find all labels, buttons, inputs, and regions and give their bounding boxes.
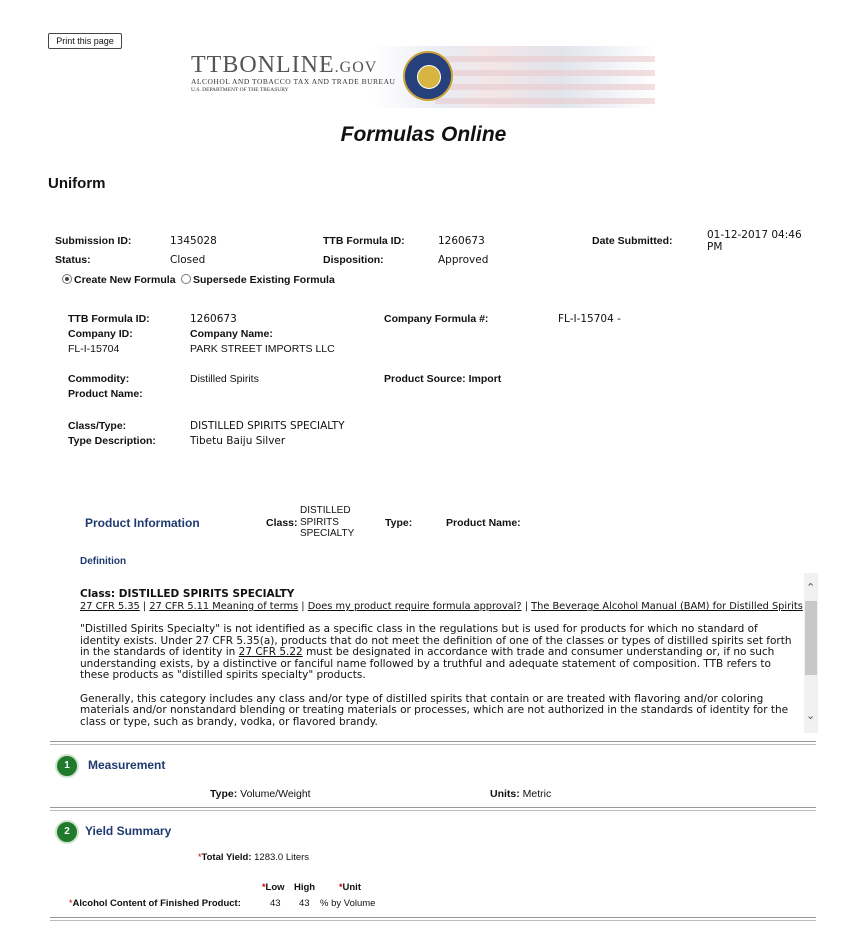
company-id-value: FL-I-15704 xyxy=(68,343,120,355)
definition-label: Definition xyxy=(80,556,127,567)
radio-checked-icon[interactable] xyxy=(62,274,72,284)
page-title: Formulas Online xyxy=(340,123,507,146)
company-name-value: PARK STREET IMPORTS LLC xyxy=(190,343,335,355)
product-type-label: Type: xyxy=(385,517,413,529)
formula-option-supersede[interactable]: Supersede Existing Formula xyxy=(181,274,335,286)
disposition-label: Disposition: xyxy=(323,254,384,266)
product-information-heading: Product Information xyxy=(85,516,200,530)
product-name-header-label: Product Name: xyxy=(446,517,521,529)
scrollbar-thumb[interactable] xyxy=(805,601,817,675)
definition-scrollbar[interactable] xyxy=(804,573,818,733)
commodity-value: Distilled Spirits xyxy=(190,373,259,385)
link-27cfr511[interactable]: 27 CFR 5.11 Meaning of terms xyxy=(149,601,299,612)
measurement-units: Units: Metric xyxy=(490,788,552,800)
ttb-logo-subtitle: ALCOHOL AND TOBACCO TAX AND TRADE BUREAU xyxy=(191,77,396,86)
ttb-online-banner xyxy=(185,46,655,108)
detail-ttb-formula-id-value: 1260673 xyxy=(190,313,237,325)
ttb-logo-text: TTBONLINE.GOV xyxy=(191,52,378,78)
low-header: *Low xyxy=(262,882,285,893)
measurement-heading: Measurement xyxy=(88,758,166,772)
definition-paragraph-2: Generally, this category includes any class and/or type of distilled spirits that contain or are treated with flavoring and/or coloring materials and/or nonstandard blending or treating materials or processes, which are not authorized in the standards of identity for the class or type, such as brandy, vodka, or flavored brandy. xyxy=(80,692,789,728)
disposition-value: Approved xyxy=(438,254,489,266)
total-yield: *Total Yield: 1283.0 Liters xyxy=(198,852,310,863)
link-formula-approval[interactable]: Does my product require formula approval? xyxy=(307,601,522,612)
status-label: Status: xyxy=(55,254,91,266)
company-formula-label: Company Formula #: xyxy=(384,313,489,325)
definition-paragraph-1: "Distilled Spirits Specialty" is not identified as a specific class in the regulations but is used for products for which no standard of identity exists. Under 27 CFR 5.35(a), products that do not meet the definition of one of the classes or types of distilled spirits set forth in the standards of identity in 27 CFR 5.22 must be designated in accordance with trade and consumer understanding or, if no such understanding exists, by a distinctive or fanciful name followed by a truthful and adequate statement of composition. TTB refers to these products as "distilled spirits specialty" products. xyxy=(80,623,792,681)
high-header: High xyxy=(294,882,316,893)
scroll-down-icon[interactable]: ⌄ xyxy=(806,710,816,722)
submission-id-label: Submission ID: xyxy=(55,235,132,247)
radio-unchecked-icon[interactable] xyxy=(181,274,191,284)
class-type-value: DISTILLED SPIRITS SPECIALTY xyxy=(190,420,345,432)
ttb-formula-id-value: 1260673 xyxy=(438,235,485,247)
print-page-button[interactable]: Print this page xyxy=(48,33,122,49)
status-value: Closed xyxy=(170,254,206,266)
link-bam-distilled-spirits[interactable]: The Beverage Alcohol Manual (BAM) for Distilled Spirits xyxy=(531,601,803,612)
product-name-label: Product Name: xyxy=(68,388,143,400)
alcohol-content-label: *Alcohol Content of Finished Product: xyxy=(69,898,241,909)
unit-header: *Unit xyxy=(339,882,361,893)
alcohol-unit-value: % by Volume xyxy=(320,898,376,909)
company-name-label: Company Name: xyxy=(190,328,273,340)
type-description-value: Tibetu Baiju Silver xyxy=(190,435,286,447)
alcohol-high-value: 43 xyxy=(299,898,310,909)
company-id-label: Company ID: xyxy=(68,328,133,340)
date-submitted-label: Date Submitted: xyxy=(592,235,673,247)
product-source: Product Source: Import xyxy=(384,373,502,385)
submission-id-value: 1345028 xyxy=(170,235,217,247)
class-type-label: Class/Type: xyxy=(68,420,127,432)
company-formula-value: FL-I-15704 - xyxy=(558,313,621,325)
definition-scroll-box[interactable] xyxy=(80,573,818,733)
formula-option-create[interactable]: Create New Formula xyxy=(62,274,176,286)
detail-ttb-formula-id-label: TTB Formula ID: xyxy=(68,313,150,325)
scroll-up-icon[interactable]: ⌃ xyxy=(806,582,816,594)
yield-summary-heading: Yield Summary xyxy=(85,824,172,838)
commodity-label: Commodity: xyxy=(68,373,130,385)
treasury-seal-icon xyxy=(403,51,453,101)
definition-links: 27 CFR 5.35 | 27 CFR 5.11 Meaning of terms | Does my product require formula approval? | The Beverage Alcohol Manual (BAM) for Distilled Spirits xyxy=(80,601,803,612)
product-class-value: DISTILLED SPIRITS SPECIALTY xyxy=(300,505,355,539)
date-submitted-value: 01-12-2017 04:46 PM xyxy=(707,229,802,253)
alcohol-low-value: 43 xyxy=(270,898,281,909)
product-class-label: Class: xyxy=(266,517,298,529)
definition-class-heading: Class: DISTILLED SPIRITS SPECIALTY xyxy=(80,588,295,600)
link-27cfr522[interactable]: 27 CFR 5.22 xyxy=(238,646,303,658)
ttb-formula-id-label: TTB Formula ID: xyxy=(323,235,405,247)
form-type-heading: Uniform xyxy=(48,175,106,192)
step-1-icon: 1 xyxy=(55,754,79,778)
link-27cfr535[interactable]: 27 CFR 5.35 xyxy=(80,601,140,612)
section-divider xyxy=(50,807,816,811)
section-divider xyxy=(50,741,816,745)
step-2-icon: 2 xyxy=(55,820,79,844)
treasury-subtitle: U.S. DEPARTMENT OF THE TREASURY xyxy=(191,87,289,93)
measurement-type: Type: Volume/Weight xyxy=(210,788,311,800)
type-description-label: Type Description: xyxy=(68,435,156,447)
section-divider xyxy=(50,917,816,921)
